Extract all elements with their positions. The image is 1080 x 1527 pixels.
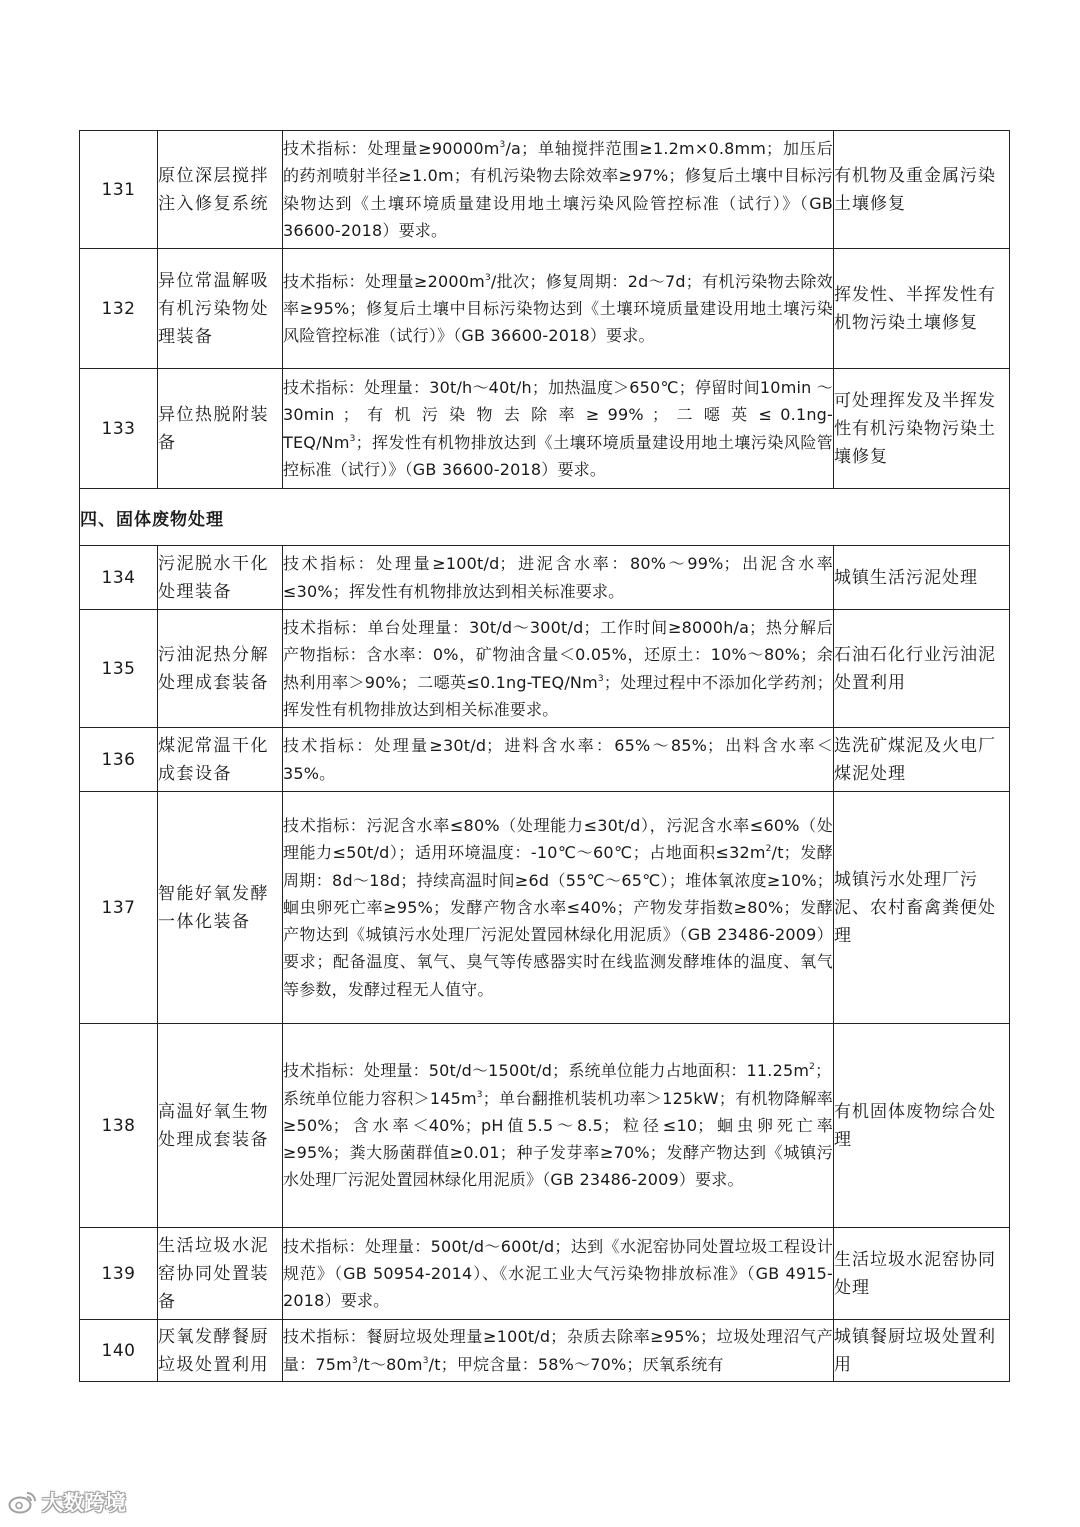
technical-spec: 技术指标：处理量：50t/d～1500t/d；系统单位能力占地面积：$11.25m^2$； 系统单位能力容积$>145m^3$；单台翻推机装机功率＞125kW；有机物降解率≥50%；含水率＜40%；pH值5.5～8.5；粒径≤10；蛔虫卵死亡率≥95%；粪大肠菌群值≥0.01；种子发芽率≥70%；发酵产物达到《城镇污水处理厂污泥处置园林绿化用泥质》（GB 23486-2009）要求。 bbox=[283, 1024, 834, 1228]
equipment-name: 高温好氧生物处理成套装备 bbox=[158, 1024, 283, 1228]
row-number: 140 bbox=[80, 1320, 158, 1382]
technical-spec: 技术指标：处理量：30t/h～40t/h；加热温度＞650℃；停留时间10min ～ 30min ； 有 机 污 染 物 去 除 率 ≥ 99% ； 二 噁 英 ≤ $0.1ng-TEQ/Nm^3$；挥发性有机物排放达到《土壤环境质量建设用地土壤污染风险管控标准（试行）》（GB 36600-2018）要求。 bbox=[283, 369, 834, 489]
equipment-name: 异位热脱附装备 bbox=[158, 369, 283, 489]
equipment-name: 污泥脱水干化处理装备 bbox=[158, 546, 283, 610]
application-scope: 城镇生活污泥处理 bbox=[834, 546, 1010, 610]
table-row bbox=[80, 1024, 1010, 1228]
equipment-name: 智能好氧发酵一体化装备 bbox=[158, 792, 283, 1024]
table-row bbox=[80, 1320, 1010, 1382]
table-row bbox=[80, 369, 1010, 489]
application-scope: 有机物及重金属污染土壤修复 bbox=[834, 131, 1010, 249]
application-scope: 可处理挥发及半挥发性有机污染物污染土壤修复 bbox=[834, 369, 1010, 489]
application-scope: 城镇污水处理厂污泥、农村畜禽粪便处理 bbox=[834, 792, 1010, 1024]
table-row bbox=[80, 131, 1010, 249]
section-header-row bbox=[80, 489, 1010, 546]
equipment-name: 生活垃圾水泥窑协同处置装备 bbox=[158, 1228, 283, 1320]
row-number: 131 bbox=[80, 131, 158, 249]
technical-spec: 技术指标：餐厨垃圾处理量≥100t/d；杂质去除率≥95%；垃圾处理沼气产量：$75m^3/t\sim 80m^3/t$；甲烷含量：58%～70%；厌氧系统有 bbox=[283, 1320, 834, 1382]
application-scope: 有机固体废物综合处理 bbox=[834, 1024, 1010, 1228]
application-scope: 城镇餐厨垃圾处置利用 bbox=[834, 1320, 1010, 1382]
row-number: 137 bbox=[80, 792, 158, 1024]
application-scope: 生活垃圾水泥窑协同处理 bbox=[834, 1228, 1010, 1320]
technical-spec: 技术指标：处理量≥30t/d；进料含水率：65%～85%；出料含水率＜35%。 bbox=[283, 728, 834, 792]
row-number: 132 bbox=[80, 249, 158, 369]
application-scope: 选洗矿煤泥及火电厂煤泥处理 bbox=[834, 728, 1010, 792]
equipment-name: 原位深层搅拌注入修复系统 bbox=[158, 131, 283, 249]
table-row bbox=[80, 1228, 1010, 1320]
equipment-name: 污油泥热分解处理成套装备 bbox=[158, 610, 283, 728]
section-title: 四、固体废物处理 bbox=[80, 489, 1010, 546]
row-number: 138 bbox=[80, 1024, 158, 1228]
technical-spec: 技术指标：处理量：500t/d～600t/d；达到《水泥窑协同处置垃圾工程设计规范》（GB 50954-2014）、《水泥工业大气污染物排放标准》（GB 4915-2018）要求。 bbox=[283, 1228, 834, 1320]
technical-spec: 技术指标：处理量$\ge 2000m^3/$批次；修复周期：2d～7d；有机污染物去除效率≥95%；修复后土壤中目标污染物达到《土壤环境质量建设用地土壤污染风险管控标准（试行）》（GB 36600-2018）要求。 bbox=[283, 249, 834, 369]
row-number: 139 bbox=[80, 1228, 158, 1320]
application-scope: 石油石化行业污油泥处置利用 bbox=[834, 610, 1010, 728]
table-row bbox=[80, 728, 1010, 792]
equipment-name: 厌氧发酵餐厨垃圾处置利用 bbox=[158, 1320, 283, 1382]
table-row bbox=[80, 610, 1010, 728]
table-row bbox=[80, 249, 1010, 369]
technical-spec: 技术指标：处理量≥100t/d；进泥含水率：80%～99%；出泥含水率≤30%；挥发性有机物排放达到相关标准要求。 bbox=[283, 546, 834, 610]
watermark bbox=[8, 1486, 126, 1518]
equipment-catalog-table bbox=[79, 130, 1010, 1382]
row-number: 134 bbox=[80, 546, 158, 610]
table-row bbox=[80, 546, 1010, 610]
technical-spec: 技术指标：处理量$\ge 90000m^3/a$；单轴搅拌范围≥1.2m×0.8mm；加压后的药剂喷射半径≥1.0m；有机污染物去除效率≥97%；修复后土壤中目标污染物达到《土壤环境质量建设用地土壤污染风险管控标准（试行）》（GB 36600-2018）要求。 bbox=[283, 131, 834, 249]
watermark-text: 大数跨境 bbox=[42, 1491, 126, 1515]
equipment-name: 煤泥常温干化成套设备 bbox=[158, 728, 283, 792]
row-number: 133 bbox=[80, 369, 158, 489]
application-scope: 挥发性、半挥发性有机物污染土壤修复 bbox=[834, 249, 1010, 369]
row-number: 136 bbox=[80, 728, 158, 792]
technical-spec: 技术指标：单台处理量：30t/d～300t/d；工作时间≥8000h/a；热分解后产物指标：含水率：0%，矿物油含量＜0.05%，还原土：10%～80%；余热利用率＞90%；二噁英$\le 0.1ng-TEQ/Nm^3$；处理过程中不添加化学药剂；挥发性有机物排放达到相关标准要求。 bbox=[283, 610, 834, 728]
equipment-name: 异位常温解吸有机污染物处理装备 bbox=[158, 249, 283, 369]
row-number: 135 bbox=[80, 610, 158, 728]
table-row bbox=[80, 792, 1010, 1024]
technical-spec: 技术指标：污泥含水率≤80%（处理能力≤30t/d），污泥含水率≤60%（处理能力≤50t/d）；适用环境温度：-10℃～60℃；占地面积$\le 32m^2/t$；发酵周期：8d～18d；持续高温时间≥6d（55℃～65℃）；堆体氧浓度≥10%；蛔虫卵死亡率≥95%；发酵产物含水率≤40%；产物发芽指数≥80%；发酵产物达到《城镇污水处理厂污泥处置园林绿化用泥质》（GB 23486-2009）要求；配备温度、氧气、臭气等传感器实时在线监测发酵堆体的温度、氧气等参数，发酵过程无人值守。 bbox=[283, 792, 834, 1024]
weibo-logo-icon bbox=[8, 1490, 38, 1514]
